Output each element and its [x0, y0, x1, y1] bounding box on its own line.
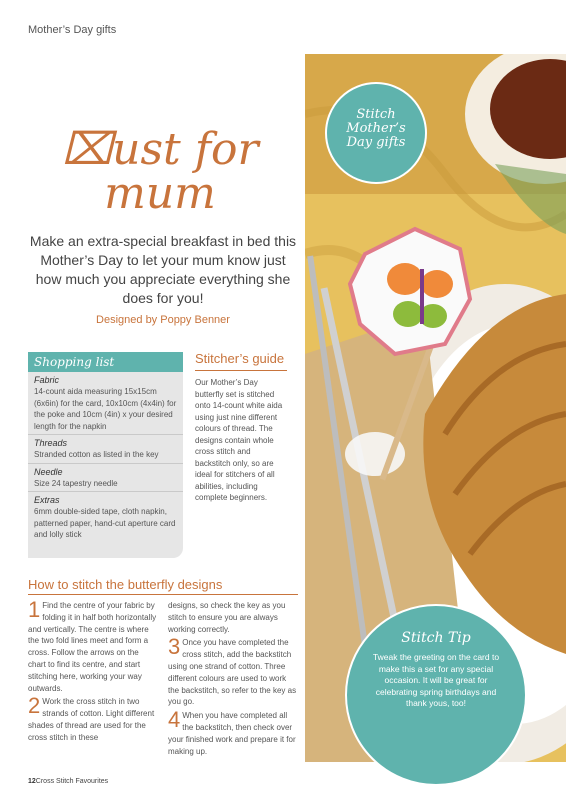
tip-title: Stitch Tip — [401, 630, 471, 646]
intro-text: Make an extra-special breakfast in bed this Mother’s Day to let your mum know just how much you appreciate everything she does for you! — [29, 233, 297, 306]
shopping-item-name: Threads — [34, 438, 68, 448]
shopping-item-desc: 14-count aida measuring 15x15cm (6x6in) for the card, 10x10cm (4x4in) for the poke and 10cm (4in) x your desired length for the napkin — [34, 387, 177, 431]
stitch-tip-badge — [345, 604, 527, 786]
step-number: 1 — [28, 597, 41, 622]
badge-line: Stitch — [356, 107, 396, 122]
badge-line: Day gifts — [346, 135, 406, 150]
shopping-item-desc: 6mm double-sided tape, cloth napkin, patterned paper, hand-cut aperture card and lolly stick — [34, 507, 176, 539]
badge-line: Mother’s — [346, 121, 406, 136]
designer-credit: Designed by Poppy Benner — [96, 314, 230, 326]
shopping-item-name: Fabric — [34, 375, 60, 385]
howto-title: How to stitch the butterfly designs — [28, 577, 223, 592]
stitch-mothers-day-badge — [325, 82, 427, 184]
step-text: Find the centre of your fabric by folding it in half both horizontally and vertically. The centre is where the two fold lines meet and form a cross. Follow the arrows on the chart to find its centre, and start stitching here, working your way outwards. — [28, 601, 157, 693]
shopping-item — [28, 434, 183, 463]
page-number: 12 — [28, 778, 36, 785]
howto-columns — [28, 597, 298, 759]
shopping-item-desc: Stranded cotton as listed in the key — [34, 450, 159, 459]
shopping-list-box — [28, 352, 183, 558]
shopping-item-desc: Size 24 tapestry needle — [34, 478, 118, 488]
shopping-list-title: Shopping list — [28, 352, 183, 372]
stitchers-guide — [195, 352, 287, 504]
step-text: When you have completed all the backstitch, then check over your finished work and prepare it for making up. — [168, 711, 296, 756]
shopping-item-name: Needle — [34, 466, 63, 477]
guide-title: Stitcher’s guide — [195, 352, 287, 371]
step — [28, 693, 158, 743]
title-line: ⌧ust for — [61, 124, 259, 175]
page-footer — [28, 778, 108, 785]
step-number: 2 — [28, 693, 41, 719]
step-continued: designs, so check the key as you stitch to ensure you are always working correctly. — [168, 601, 286, 634]
divider — [28, 594, 298, 595]
section-label: Mother’s Day gifts — [28, 24, 117, 36]
step — [168, 707, 298, 757]
step-text: Once you have completed the cross stitch, add the backstitch using one strand of cotton. Three different colours are used to work the backstitch, so refer to the key as you go. — [168, 638, 297, 707]
shopping-item — [28, 491, 183, 543]
shopping-item-name: Extras — [34, 495, 60, 505]
howto-column — [168, 600, 298, 759]
step — [168, 634, 298, 708]
step — [28, 597, 158, 694]
tip-body: Tweak the greeting on the card to make this a set for any special occasion. It will be great for celebrating spring birthdays and thank yous, too! — [372, 652, 500, 708]
page-title — [60, 124, 260, 219]
step-text: Work the cross stitch in two strands of cotton. Light different shades of thread are used for the cross stitch in these — [28, 697, 155, 742]
shopping-item — [28, 463, 183, 492]
title-line: mum — [104, 168, 216, 219]
guide-body: Our Mother’s Day butterfly set is stitched onto 14-count white aida using just nine different colours of thread. The designs contain whole cross stitch and backstitch only, so are ideal for stitchers of all abilities, including complete beginners. — [195, 378, 283, 502]
shopping-item — [28, 372, 183, 434]
howto-column — [28, 597, 158, 759]
step-number: 3 — [168, 634, 181, 660]
publication-name: Cross Stitch Favourites — [35, 778, 109, 785]
step-number: 4 — [168, 707, 181, 733]
